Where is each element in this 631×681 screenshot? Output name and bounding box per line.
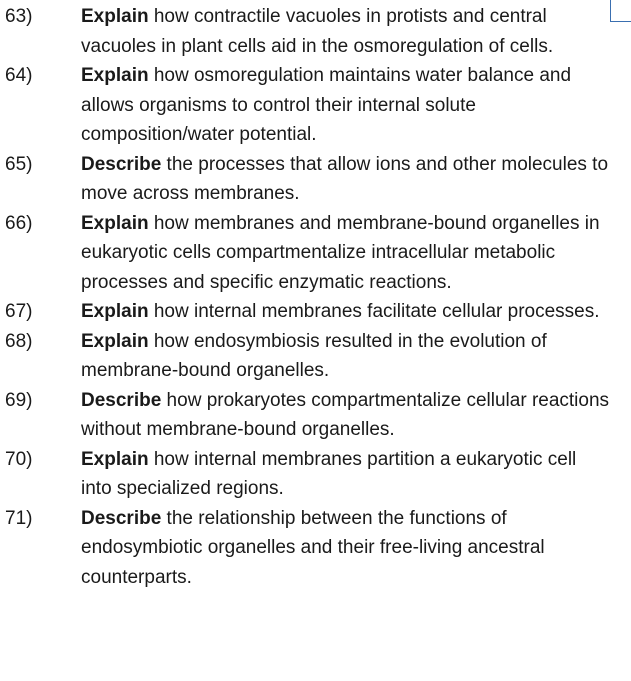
list-item	[0, 445, 610, 504]
list-item	[0, 504, 610, 593]
item-verb: Explain	[81, 301, 149, 322]
item-number: 63)	[5, 6, 33, 27]
item-verb: Explain	[81, 65, 149, 86]
item-text: how osmoregulation maintains water balance and allows organisms to control their internal solute composition/water potential.	[81, 65, 572, 145]
item-number: 64)	[5, 65, 33, 86]
item-number: 65)	[5, 153, 33, 175]
objectives-list	[0, 2, 610, 592]
list-item	[0, 297, 610, 327]
item-number: 70)	[5, 448, 33, 470]
item-number: 71)	[5, 507, 33, 529]
corner-box	[610, 0, 631, 22]
item-number: 68)	[5, 330, 33, 352]
list-item	[0, 209, 610, 298]
list-item	[0, 2, 610, 61]
item-number: 69)	[5, 389, 33, 411]
list-item	[0, 386, 610, 445]
item-verb: Explain	[81, 6, 149, 27]
item-number: 67)	[5, 301, 33, 322]
item-text: how prokaryotes compartmentalize cellular reactions without membrane-bound organelles.	[81, 389, 610, 440]
item-number: 66)	[5, 212, 33, 234]
item-text: how endosymbiosis resulted in the evolution of membrane-bound organelles.	[81, 330, 547, 381]
item-verb: Describe	[81, 153, 162, 175]
item-verb: Describe	[81, 507, 162, 529]
item-text: how membranes and membrane-bound organelles in eukaryotic cells compartmentalize intracellular metabolic processes and specific enzymatic reactions.	[81, 212, 600, 293]
item-text: the relationship between the functions of endosymbiotic organelles and their free-living ancestral counterparts.	[81, 507, 545, 588]
item-verb: Explain	[81, 212, 149, 234]
item-text: how internal membranes partition a eukaryotic cell into specialized regions.	[81, 448, 577, 499]
item-verb: Describe	[81, 389, 162, 411]
item-verb: Explain	[81, 448, 149, 470]
item-text: how contractile vacuoles in protists and central vacuoles in plant cells aid in the osmoregulation of cells.	[81, 6, 554, 57]
item-verb: Explain	[81, 330, 149, 352]
item-text: how internal membranes facilitate cellular processes.	[148, 301, 600, 322]
list-item	[0, 61, 610, 150]
item-text: the processes that allow ions and other molecules to move across membranes.	[81, 153, 609, 204]
list-item	[0, 327, 610, 386]
list-item	[0, 150, 610, 209]
